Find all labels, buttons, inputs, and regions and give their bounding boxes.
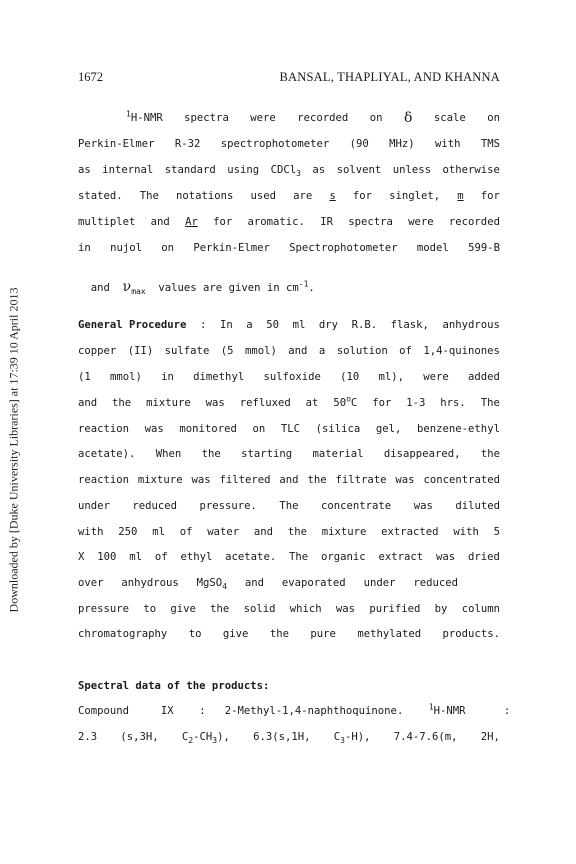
text-para2-l11-w5: evaporated (281, 577, 346, 589)
text-para2-l6-w3: the (201, 448, 221, 460)
text-para1-l5-w4: for (213, 216, 233, 228)
text-para2-l7-w6: the (307, 474, 327, 486)
text-para1-l7-w1: and (90, 282, 110, 294)
text-para1-l7-nusub: max (131, 287, 146, 297)
text-para2-l3-w3: in (161, 371, 174, 383)
text-para2-l12-w6: which (289, 603, 322, 615)
text-para1-l1-w3: were (250, 112, 276, 124)
text-para1-l3-w4: using (227, 164, 260, 176)
para2-line-1 (78, 318, 500, 332)
text-spectral-l1-w5sup: 1 (428, 702, 434, 712)
text-para2-l12-w1: pressure (78, 603, 130, 615)
text-para1-l1-w5: on (369, 112, 383, 124)
page-number: 1672 (78, 70, 103, 84)
text-para2-l9-w8: mixture (321, 526, 367, 538)
running-title: BANSAL, THAPLIYAL, AND KHANNA (279, 70, 500, 84)
text-spectral-l1-w6: : (503, 705, 511, 717)
text-para2-l9-w1: with (78, 526, 104, 538)
text-para1-l4-w10: for (480, 190, 500, 202)
text-para2-l11-w1: over (78, 577, 104, 589)
text-para1-l4-w6: s (329, 190, 336, 202)
section-heading-general-procedure: General Procedure (78, 319, 187, 331)
text-para1-l1-w6: scale (433, 112, 466, 124)
text-para2-l13-w4: the (269, 628, 289, 640)
text-spectral-l1-w3: : (199, 705, 206, 717)
text-para2-l9-w7: the (287, 526, 307, 538)
text-para2-l13-w7: products. (442, 628, 500, 640)
para1-line-6 (78, 241, 500, 255)
text-para2-l6-w2: When (155, 448, 182, 460)
text-para2-l9-w2: 250 (118, 526, 138, 538)
text-para2-l6-w7: the (480, 448, 500, 460)
text-para2-l10-w5: ethyl (180, 551, 213, 563)
text-para2-l4-w3: mixture (146, 397, 191, 409)
text-para2-l4-w2: the (112, 397, 132, 409)
text-para2-l10-w8: organic (321, 551, 366, 563)
text-spectral-l2-w3sub: 2 (188, 736, 194, 746)
text-spectral-l2-w5b: -H), (345, 731, 371, 743)
text-para1-l6-w1: in (78, 242, 91, 254)
text-para1-l5-w5: aromatic. (247, 216, 305, 228)
text-spectral-l1-w4: 2-Methyl-1,4-naphthoquinone. (224, 705, 404, 717)
text-para2-l3-w4: dimethyl (193, 371, 245, 383)
text-para2-l5-w8: benzene-ethyl (417, 423, 500, 435)
text-para2-l8-w1: under (78, 500, 110, 512)
text-para2-l2-w3: sulfate (164, 345, 210, 357)
text-spectral-l2-w5a: C (333, 731, 341, 743)
text-para2-l2-w2: (II) (127, 345, 154, 357)
text-para2-l7-w1: reaction (78, 474, 130, 486)
text-para2-l5-w2: was (144, 423, 164, 435)
spectral-line-1 (78, 702, 511, 718)
text-para2-l10-w10: was (436, 551, 456, 563)
text-para2-l7-w2: mixture (137, 474, 183, 486)
text-para2-l6-w1: acetate). (78, 448, 136, 460)
text-para2-l2-w9: of (399, 345, 412, 357)
para1-line-7 (78, 266, 500, 295)
text-spectral-l1-w2: IX (160, 705, 174, 717)
text-para2-l9-w5: water (207, 526, 240, 538)
text-para1-l6-w3: on (161, 242, 175, 254)
text-para2-l7-w3: was (191, 474, 211, 486)
text-para2-l10-w1: X (78, 551, 85, 563)
para2-line-3 (78, 370, 500, 384)
text-para2-l11-w6: under (363, 577, 396, 589)
text-para2-l4-w4: was (205, 397, 225, 409)
text-para1-l3-w9: otherwise (442, 164, 500, 176)
text-para2-l1-w5: dry (318, 319, 339, 331)
text-para2-l13-w2: to (188, 628, 202, 640)
text-para1-l3-w1: as (78, 164, 91, 176)
para1-line-4 (78, 189, 500, 203)
text-para2-l5-w6: (silica (315, 423, 361, 435)
delta-symbol: δ (403, 110, 413, 126)
text-para1-l3-w2: internal (102, 164, 154, 176)
text-spectral-l2-w7: 2H, (480, 731, 500, 743)
text-para2-l3-w9: added (468, 371, 500, 383)
text-para2-l11-w3a: MgSO (196, 577, 223, 589)
text-para1-l4-w2: The (139, 190, 159, 202)
text-para2-l12-w8: purified (369, 603, 421, 615)
text-para2-l8-w3: pressure. (199, 500, 257, 512)
text-para2-l4-w10: hrs. (440, 397, 466, 409)
text-para1-l3-w5sub: 3 (296, 169, 301, 179)
text-para1-l1-w1: H-NMR (130, 112, 163, 124)
text-para2-l11-w2: anhydrous (121, 577, 179, 589)
text-para2-l12-w9: by (434, 603, 448, 615)
text-para2-l11-w7: reduced (413, 577, 458, 589)
text-para2-l2-w1: copper (78, 345, 117, 357)
text-para2-l10-w6: acetate. (225, 551, 277, 563)
text-para2-l2-w10: 1,4-quinones (423, 345, 500, 357)
text-para2-l8-w4: The (279, 500, 299, 512)
text-para2-l8-w2: reduced (132, 500, 178, 512)
text-para2-l13-w3: give (222, 628, 249, 640)
text-para2-l3-w7: ml), (378, 371, 405, 383)
text-para1-l2-w1: Perkin-Elmer (78, 138, 155, 150)
text-para1-l4-w1: stated. (78, 190, 123, 202)
text-para1-l5-w3: Ar (185, 216, 198, 228)
text-para1-l7-w3: cm (285, 282, 299, 294)
text-para2-l9-w11: 5 (493, 526, 500, 538)
text-para2-l4-w7sup: o (346, 394, 351, 404)
para2-line-8 (78, 499, 500, 513)
text-para1-l7-w3sup: -1 (298, 279, 309, 289)
para2-line-2 (78, 344, 500, 358)
text-para1-l7-w2: values are given in (158, 282, 280, 294)
para1-line-5 (78, 215, 500, 229)
text-para1-l6-w5: Spectrophotometer (289, 242, 398, 254)
text-para1-l3-w7: solvent (336, 164, 382, 176)
text-para2-l13-w5: pure (310, 628, 336, 640)
text-para2-l1-w7: flask, (390, 319, 429, 331)
para2-line-13 (78, 627, 500, 641)
text-para2-l2-w8: solution (336, 345, 388, 357)
text-para1-l3-w5a: CDCl (270, 164, 297, 176)
text-para2-l2-w6: and (288, 345, 308, 357)
text-para2-l9-w9: extracted (381, 526, 439, 538)
para1-line-1 (78, 111, 500, 125)
text-para2-l10-w7: The (289, 551, 309, 563)
text-para2-l2-w4: (5 (220, 345, 234, 357)
nu-symbol: ν (122, 279, 132, 295)
text-para2-l1-w3: 50 (266, 319, 279, 331)
text-para2-l8-w7: diluted (455, 500, 500, 512)
text-para1-l4-w9: m (457, 190, 464, 202)
text-para1-l5-w1: multiplet (78, 216, 136, 228)
text-para2-l13-w6: methylated (357, 628, 422, 640)
text-para1-l5-w9: recorded (448, 216, 500, 228)
text-para1-l5-w6: IR (320, 216, 333, 228)
text-para1-l5-w2: and (150, 216, 170, 228)
text-para2-l3-w8: were (423, 371, 449, 383)
text-para1-l5-w7: spectra (348, 216, 393, 228)
text-para1-l6-w2: nujol (110, 242, 142, 254)
text-para2-l9-w10: with (453, 526, 479, 538)
text-para2-l4-w5: refluxed (239, 397, 291, 409)
text-para1-l2-w4: (90 (349, 138, 369, 150)
text-para2-l1-colon: : (200, 319, 207, 331)
text-para2-l12-w5: solid (243, 603, 276, 615)
text-para2-l10-w9: extract (378, 551, 424, 563)
text-para2-l4-w6: at (305, 397, 319, 409)
text-para1-l2-w5: MHz) (389, 138, 415, 150)
text-spectral-l1-w1: Compound (78, 705, 130, 717)
text-para2-l7-w4: filtered (219, 474, 271, 486)
text-para2-l6-w4: starting (241, 448, 293, 460)
para2-line-9 (78, 525, 500, 539)
text-para2-l1-w8: anhydrous (442, 319, 500, 331)
text-spectral-l2-w4: 6.3(s,1H, (253, 731, 311, 743)
para1-line-2 (78, 137, 500, 151)
text-para1-l3-w3: standard (164, 164, 216, 176)
text-para2-l5-w4: on (252, 423, 266, 435)
text-para1-l6-w4: Perkin-Elmer (193, 242, 270, 254)
text-para2-l6-w5: material (312, 448, 364, 460)
text-para1-l1-sup: 1 (126, 109, 131, 119)
text-para2-l1-w4: ml (292, 319, 306, 331)
text-para2-l3-w5: sulfoxide (263, 371, 321, 383)
text-para2-l13-w1: chromatography (78, 628, 168, 640)
text-para2-l5-w3: monitored (179, 423, 237, 435)
para2-line-11 (78, 576, 458, 590)
text-para1-l2-w7: TMS (480, 138, 500, 150)
text-para1-l4-w3: notations (176, 190, 234, 202)
text-para2-l10-w11: dried (468, 551, 500, 563)
para2-line-12 (78, 602, 500, 616)
text-para2-l12-w2: to (143, 603, 157, 615)
text-para1-l7-w4: . (308, 282, 315, 294)
text-para2-l12-w7: was (335, 603, 356, 615)
text-para2-l9-w4: of (179, 526, 193, 538)
text-para2-l3-w2: mmol) (110, 371, 142, 383)
para2-line-7 (78, 473, 500, 487)
text-para2-l4-w7b: C (350, 397, 358, 409)
text-sidebar-download_note: Downloaded by [Duke University Libraries] at 17:39 10 April 2013 (6, 287, 21, 613)
text-para2-l5-w5: TLC (280, 423, 300, 435)
text-para1-l5-w8: were (408, 216, 434, 228)
text-para1-l1-w2: spectra (184, 112, 229, 124)
text-para2-l9-w6: and (253, 526, 274, 538)
text-para2-l5-w1: reaction (78, 423, 130, 435)
text-para2-l11-w3sub: 4 (222, 582, 228, 592)
text-para1-l1-w4: recorded (297, 112, 349, 124)
text-para2-l12-w4: the (210, 603, 230, 615)
text-para2-l7-w7: filtrate (335, 474, 387, 486)
text-para2-l10-w4: of (154, 551, 168, 563)
text-para2-l6-w6: disappeared, (383, 448, 461, 460)
text-para2-l10-w3: ml (129, 551, 142, 563)
text-spectral-l2-w3sub2: 3 (212, 736, 218, 746)
text-para1-l6-w7: 599-B (468, 242, 500, 254)
text-para2-l2-w5: mmol) (244, 345, 277, 357)
text-para1-l2-w3: spectrophotometer (220, 138, 330, 150)
text-para2-l3-w6: (10 (340, 371, 360, 383)
text-para2-l4-w7a: 50 (333, 397, 347, 409)
para2-line-6 (78, 447, 500, 461)
text-spectral-l2-w6: 7.4-7.6(m, (393, 731, 458, 743)
text-para2-l8-w6: was (413, 500, 433, 512)
text-para2-l4-w1: and (78, 397, 98, 409)
text-para1-l1-w7: on (487, 112, 500, 124)
para2-line-4 (78, 396, 500, 410)
text-para2-l1-w2: a (246, 319, 253, 331)
text-para1-l6-w6: model (416, 242, 449, 254)
text-spectral-l2-w5sub: 3 (340, 736, 345, 746)
text-para2-l12-w10: column (461, 603, 500, 615)
text-para2-l7-w9: concentrated (423, 474, 500, 486)
text-para1-l2-w6: with (434, 138, 461, 150)
text-para1-l4-w8: singlet, (389, 190, 441, 202)
text-para2-l7-w8: was (395, 474, 415, 486)
text-spectral-l2-w3c: ), (217, 731, 230, 743)
text-para1-l4-w7: for (352, 190, 373, 202)
para2-line-5 (78, 422, 500, 436)
download-watermark (2, 270, 26, 630)
text-para2-l5-w7: gel, (375, 423, 402, 435)
text-spectral-l2-w1: 2.3 (78, 731, 98, 743)
page-header (78, 70, 500, 86)
text-para2-l8-w5: concentrate (321, 500, 392, 512)
section-heading-spectral-data: Spectral data of the products: (78, 680, 270, 692)
text-para1-l3-w8: unless (392, 164, 432, 176)
text-para2-l2-w7: a (318, 345, 326, 357)
text-spectral-l2-w3a: C (181, 731, 189, 743)
text-para2-l3-w1: (1 (78, 371, 91, 383)
text-para2-l4-w9: 1-3 (406, 397, 426, 409)
text-para1-l4-w4: used (250, 190, 277, 202)
text-para2-l1-w1: In (219, 319, 233, 331)
spectral-line-2 (78, 730, 500, 744)
text-para2-l9-w3: ml (152, 526, 165, 538)
text-para1-l2-w2: R-32 (174, 138, 201, 150)
text-para2-l12-w3: give (170, 603, 196, 615)
text-para2-l1-w6: R.B. (351, 319, 378, 331)
text-para2-l10-w2: 100 (97, 551, 117, 563)
text-spectral-l2-w2: (s,3H, (120, 731, 159, 743)
text-spectral-l1-w5: H-NMR (433, 705, 466, 717)
text-para2-l4-w8: for (372, 397, 392, 409)
text-spectral-l2-w3b: -CH (193, 731, 213, 743)
text-para2-l4-w11: The (480, 397, 500, 409)
para2-line-10 (78, 550, 500, 564)
text-para1-l4-w5: are (293, 190, 313, 202)
text-para2-l7-w5: and (279, 474, 299, 486)
text-para2-l11-w4: and (244, 577, 265, 589)
text-para1-l3-w6: as (312, 164, 326, 176)
para1-line-3 (78, 163, 500, 177)
